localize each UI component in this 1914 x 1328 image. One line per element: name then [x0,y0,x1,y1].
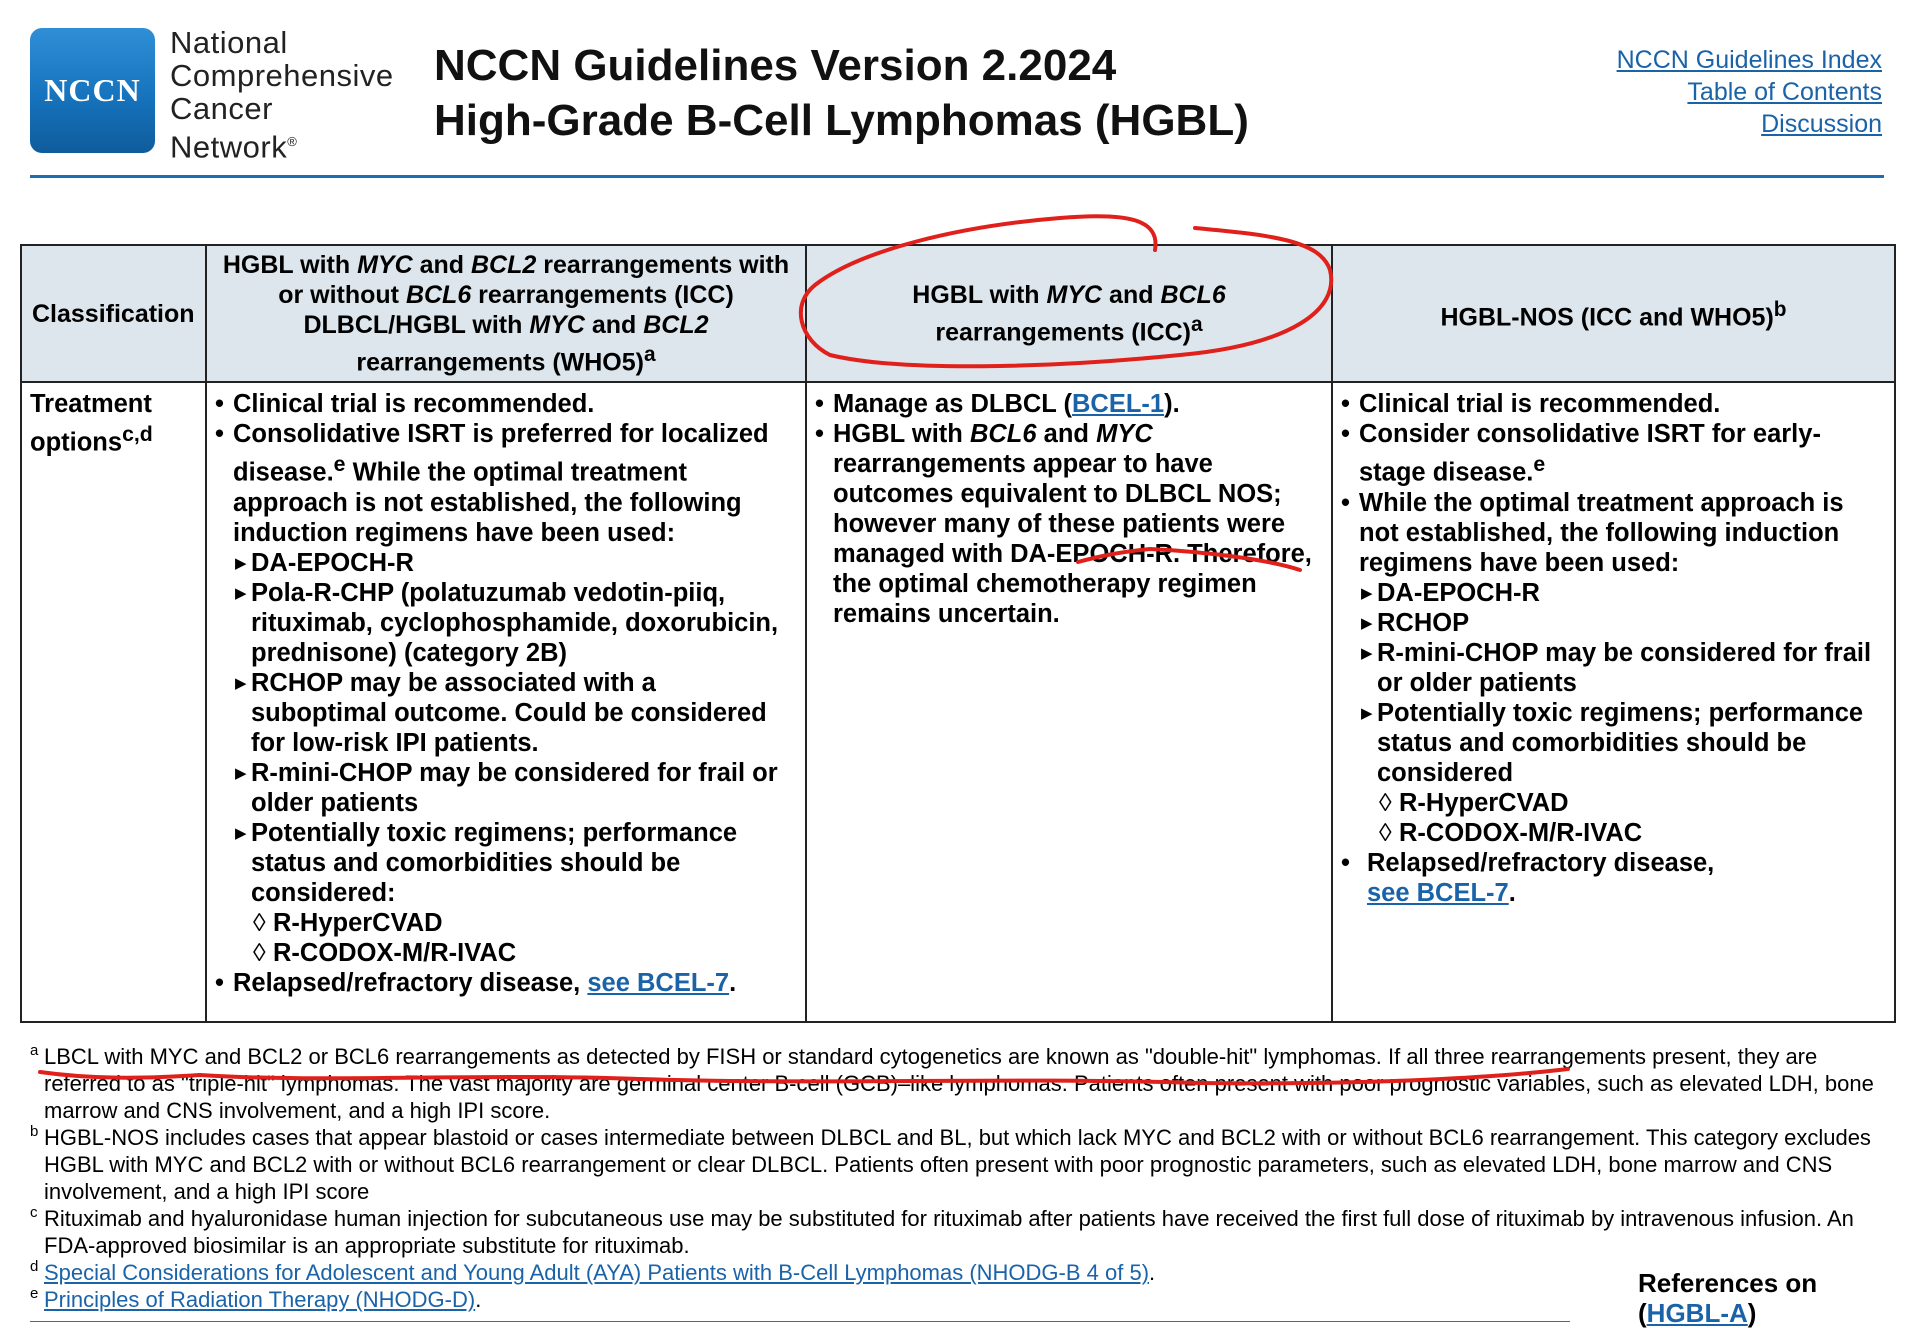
regimen-item: ▶ RCHOP [1359,608,1884,638]
logo-text: NCCN [44,72,141,108]
toxic-regimen-item: ◊ R-HyperCVAD [251,908,795,938]
regimen-item: ▶ R-mini-CHOP may be considered for frail or older patients [233,758,795,818]
footnote-ref: e [333,452,346,477]
registered-mark: ® [287,134,298,149]
regimen-item: ▶ RCHOP may be associated with a suboptimal outcome. Could be considered for low-risk IPI patients. [233,668,795,758]
footnote-mark: c [30,1204,38,1221]
regimen-item: ▶ DA-EPOCH-R [1359,578,1884,608]
footnote-ref: c,d [122,422,153,447]
list-item: • Manage as DLBCL (BCEL-1). [815,389,1321,419]
table-of-contents-link[interactable]: Table of Contents [1687,78,1882,106]
list-item: • Consolidative ISRT is preferred for localized disease.$^e$ While the optimal treatment approach is not established, the following induction regimens have been used: ▶ DA-EPOCH-R ▶ Pola-R-CHP (polatuzumab vedotin-piiq, rituximab, cyclophosphamide, doxorubicin, prednisone) (category 2B) ▶ RCHOP may be associated with a suboptimal outcome. Could be considered for low-risk IPI patients. ▶ R-mini-CHOP may be considered for frail or older patients ▶ Potentially toxic regimens; performance status and comorbidities should be considered: ◊ R-HyperCVAD ◊ R-CODOX-M/R-IVAC [215,419,795,968]
org-line: Network® [170,129,298,165]
discussion-link[interactable]: Discussion [1761,110,1882,138]
aya-considerations-link[interactable]: Special Considerations for Adolescent and Young Adult (AYA) Patients with B-Cell Lymphomas (NHODG-B 4 of 5) [44,1260,1150,1285]
toxic-regimen-item: ◊ R-CODOX-M/R-IVAC [1377,818,1884,848]
regimen-item: ▶ R-mini-CHOP may be considered for frail or older patients [1359,638,1884,698]
footnote-ref: b [1773,298,1787,321]
title-version: NCCN Guidelines Version 2.2024 [434,41,1117,90]
header-divider [30,175,1884,178]
footnote-e: e Principles of Radiation Therapy (NHODG-D). [30,1286,1880,1313]
footnote-mark: e [30,1285,39,1302]
footnote-ref: a [643,343,656,366]
toxic-regimen-item: ◊ R-CODOX-M/R-IVAC [251,938,795,968]
list-item: • Relapsed/refractory disease, see BCEL-7. [1341,848,1884,908]
hgbl-a-link[interactable]: HGBL-A [1646,1298,1748,1328]
footnotes [30,1043,1880,1313]
toxic-regimen-item: ◊ R-HyperCVAD [1377,788,1884,818]
footnote-b: b HGBL-NOS includes cases that appear blastoid or cases intermediate between DLBCL and BL, but which lack MYC and BCL2 with or without BCL6 rearrangement. This category excludes HGBL with MYC and BCL2 with or without BCL6 rearrangement or clear DLBCL. Patients often present with poor prognostic parameters, such as elevated LDH, bone marrow and CNS involvement, and a high IPI score [30,1124,1880,1205]
bcel-7-link[interactable]: see BCEL-7 [587,968,730,997]
regimen-item: ▶ DA-EPOCH-R [233,548,795,578]
table-header-row [21,245,1895,382]
row-label-treatment-options: Treatment options$^{c,d}$ [21,382,206,1022]
nccn-logo [30,28,155,153]
treatment-options-row [21,382,1895,1022]
footnote-ref: e [1533,452,1546,477]
classification-table [20,244,1896,1023]
footnote-ref: a [1191,313,1203,336]
org-line: National [170,25,288,60]
guidelines-index-link[interactable]: NCCN Guidelines Index [1616,46,1882,74]
org-line: Cancer [170,91,273,126]
title-disease: High-Grade B-Cell Lymphomas (HGBL) [434,96,1249,145]
bcel-7-link[interactable]: see BCEL-7 [1367,878,1509,907]
footnote-a: a LBCL with MYC and BCL2 or BCL6 rearrangements as detected by FISH or standard cytogenetics are known as "double-hit" lymphomas. If all three rearrangements present, they are referred to as "triple-hit" lymphomas. The vast majority are germinal center B-cell (GCB)–like lymphomas. Patients often present with poor prognostic variables, such as elevated LDH, bone marrow and CNS involvement, and a high IPI score. [30,1043,1880,1124]
footnote-mark: b [30,1123,39,1140]
regimen-item: ▶ Potentially toxic regimens; performance status and comorbidities should be considered: ◊ R-HyperCVAD ◊ R-CODOX-M/R-IVAC [233,818,795,968]
cell-hgbl-myc-bcl2-treatment [206,382,806,1022]
references-note: References on (HGBL-A) [1638,1268,1818,1328]
list-item: • Clinical trial is recommended. [1341,389,1884,419]
footnote-d: d Special Considerations for Adolescent and Young Adult (AYA) Patients with B-Cell Lymphomas (NHODG-B 4 of 5). [30,1259,1880,1286]
list-item: • While the optimal treatment approach is not established, the following induction regimens have been used: ▶ DA-EPOCH-R ▶ RCHOP ▶ R-mini-CHOP may be considered for frail or older patients ▶ Potentially toxic regimens; performance status and comorbidities should be considered ◊ R-HyperCVAD ◊ R-CODOX-M/R-IVAC [1341,488,1884,848]
header-classification: Classification [21,245,206,382]
footnote-mark: d [30,1258,39,1275]
list-item: • HGBL with BCL6 and MYC rearrangements appear to have outcomes equivalent to DLBCL NOS; however many of these patients were managed with DA-EPOCH-R. Therefore, the optimal chemotherapy regimen remains uncertain. [815,419,1321,629]
regimen-item: ▶ Pola-R-CHP (polatuzumab vedotin-piiq, rituximab, cyclophosphamide, doxorubicin, prednisone) (category 2B) [233,578,795,668]
org-line: Comprehensive [170,58,394,93]
bcel-1-link[interactable]: BCEL-1 [1072,390,1165,419]
page-title [434,38,1249,148]
regimen-item: ▶ Potentially toxic regimens; performance status and comorbidities should be considered ◊ R-HyperCVAD ◊ R-CODOX-M/R-IVAC [1359,698,1884,848]
list-item: • Clinical trial is recommended. [215,389,795,419]
footnote-mark: a [30,1042,39,1059]
organization-name [170,26,394,163]
header-hgbl-myc-bcl6: HGBL with MYC and BCL6 rearrangements (ICC)$^a$ [806,245,1332,382]
cell-hgbl-nos-treatment [1332,382,1895,1022]
header-nav-links [1617,44,1882,140]
header-hgbl-myc-bcl2: HGBL with MYC and BCL2 rearrangements with or without BCL6 rearrangements (ICC) DLBCL/HGBL with MYC and BCL2 rearrangements $(WHO5)^a$ [206,245,806,382]
footnote-c: c Rituximab and hyaluronidase human injection for subcutaneous use may be substituted for rituximab after patients have received the first full dose of rituximab by intravenous infusion. An FDA-approved biosimilar is an appropriate substitute for rituximab. [30,1205,1880,1259]
radiation-therapy-link[interactable]: Principles of Radiation Therapy (NHODG-D) [44,1287,476,1312]
header-hgbl-nos: HGBL-NOS (ICC and WHO5)$^b$ [1332,245,1895,382]
list-item: • Consider consolidative ISRT for early-stage disease.$^e$ [1341,419,1884,488]
cell-hgbl-myc-bcl6-treatment [806,382,1332,1022]
list-item: • Relapsed/refractory disease, see BCEL-7. [215,968,795,998]
